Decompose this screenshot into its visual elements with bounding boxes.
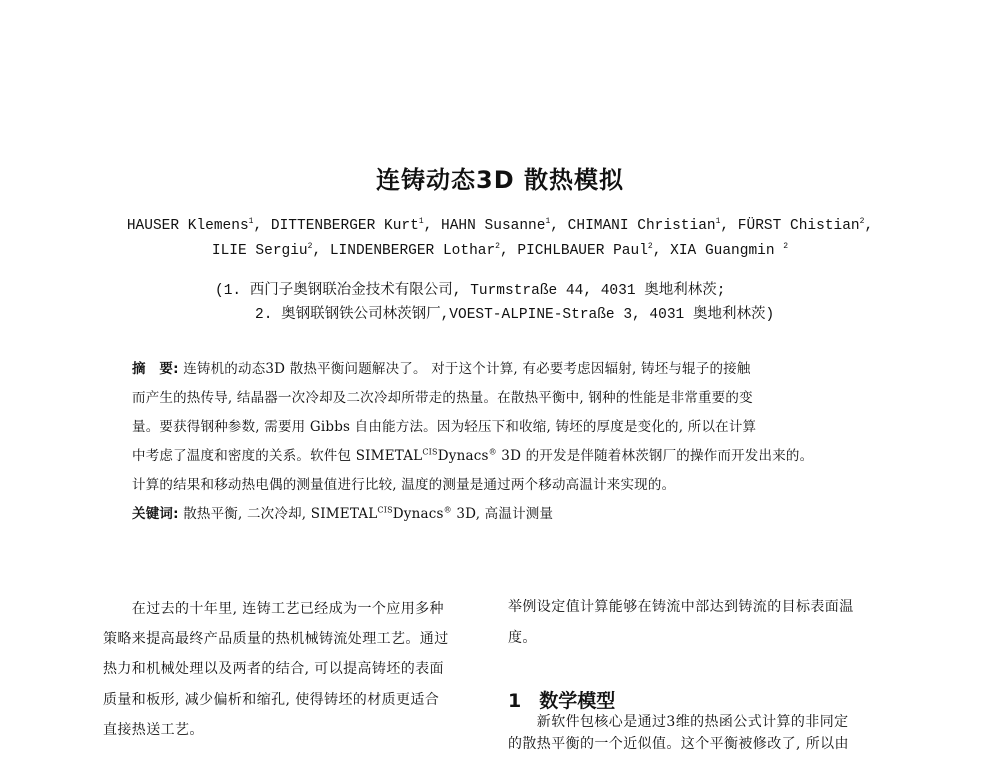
body-left-line-5: 直接热送工艺。: [103, 722, 204, 738]
body-left-line-1: 在过去的十年里, 连铸工艺已经成为一个应用多种: [103, 601, 444, 617]
body-right-line-1: 举例设定值计算能够在铸流中部达到铸流的目标表面温: [508, 599, 854, 615]
keywords-line: [132, 502, 892, 522]
author-chimani: , CHIMANI Christian: [550, 218, 716, 234]
section-1-heading: [508, 686, 615, 713]
author-dittenberger: , DITTENBERGER Kurt: [253, 218, 419, 234]
abstract-text-4c: 3D 的开发是伴随着林茨钢厂的操作而开发出来的。: [496, 448, 814, 464]
abstract-text-1: 连铸机的动态3D 散热平衡问题解决了。 对于这个计算, 有必要考虑因辐射, 铸坯与辊子的接触: [178, 361, 751, 377]
section-1-line-1: 新软件包核心是通过3维的热函公式计算的非同定: [508, 714, 849, 730]
body-right-line-2: 度。: [508, 630, 537, 646]
keywords-text-b: Dynacs: [392, 506, 444, 522]
author-ilie: ILIE Sergiu: [211, 243, 308, 259]
author-pichlbauer: , PICHLBAUER Paul: [499, 243, 648, 259]
affiliation-2: 2. 奥钢联钢铁公司林茨钢厂,VOEST-ALPINE-Straße 3, 4031 奥地利林茨): [255, 307, 775, 323]
section-1-title: 数学模型: [539, 690, 616, 712]
author-furst-affil: 2: [859, 217, 865, 227]
section-1-number: 1: [508, 690, 522, 712]
keywords-sup-cis: CIS: [377, 505, 393, 515]
affiliation-1: (1. 西门子奥钢联冶金技术有限公司, Turmstraße 44, 4031 奥地利林茨;: [215, 283, 726, 299]
keywords-label: 关键词:: [132, 506, 179, 522]
author-lindenberger-affil: 2: [495, 242, 500, 252]
author-pichlbauer-affil: 2: [647, 242, 653, 252]
keywords-sup-reg: ®: [443, 505, 452, 515]
abstract-line-2: 而产生的热传导, 结晶器一次冷却及二次冷却所带走的热量。在散热平衡中, 钢种的性能是非常重要的变: [132, 390, 753, 406]
author-furst: , FÜRST Chistian: [720, 218, 860, 234]
author-hahn: , HAHN Susanne: [423, 218, 546, 234]
keywords-text-c: 3D, 高温计测量: [451, 506, 554, 522]
paper-title: 连铸动态3D 散热模拟: [376, 166, 624, 194]
body-left-line-4: 质量和板形, 减少偏析和缩孔, 使得铸坯的材质更适合: [103, 692, 440, 708]
abstract-label: 摘 要:: [132, 361, 179, 377]
author-ilie-affil: 2: [307, 242, 313, 252]
author-lindenberger: , LINDENBERGER Lothar: [312, 243, 496, 259]
abstract-line-4: [132, 444, 892, 464]
keywords-text-a: 散热平衡, 二次冷却, SIMETAL: [178, 506, 378, 522]
author-hahn-affil: 1: [545, 217, 551, 227]
author-xia: , XIA Guangmin: [652, 243, 784, 259]
body-left-line-2: 策略来提高最终产品质量的热机械铸流处理工艺。通过: [103, 631, 449, 647]
abstract-text-4a: 中考虑了温度和密度的关系。软件包 SIMETAL: [132, 448, 423, 464]
author-line-1-tail: ,: [864, 218, 874, 234]
abstract-text-4b: Dynacs: [437, 448, 489, 464]
abstract-line-1: [132, 357, 892, 377]
abstract-line-3: 量。要获得钢种参数, 需要用 Gibbs 自由能方法。因为轻压下和收缩, 铸坯的厚度是变化的, 所以在计算: [132, 419, 757, 435]
section-1-line-2: 的散热平衡的一个近似值。这个平衡被修改了, 所以由: [508, 736, 849, 752]
abstract-sup-reg: ®: [488, 447, 497, 457]
author-xia-affil: 2: [783, 242, 789, 252]
author-hauser-affil: 1: [248, 217, 254, 227]
author-line-2: [0, 243, 1000, 259]
body-left-line-3: 热力和机械处理以及两者的结合, 可以提高铸坯的表面: [103, 661, 444, 677]
author-dittenberger-affil: 1: [418, 217, 424, 227]
author-line-1: [0, 218, 1000, 234]
abstract-line-5: 计算的结果和移动热电偶的测量值进行比较, 温度的测量是通过两个移动高温计来实现的。: [132, 477, 676, 493]
abstract-sup-cis: CIS: [422, 447, 438, 457]
author-hauser: HAUSER Klemens: [126, 218, 249, 234]
author-chimani-affil: 1: [715, 217, 721, 227]
